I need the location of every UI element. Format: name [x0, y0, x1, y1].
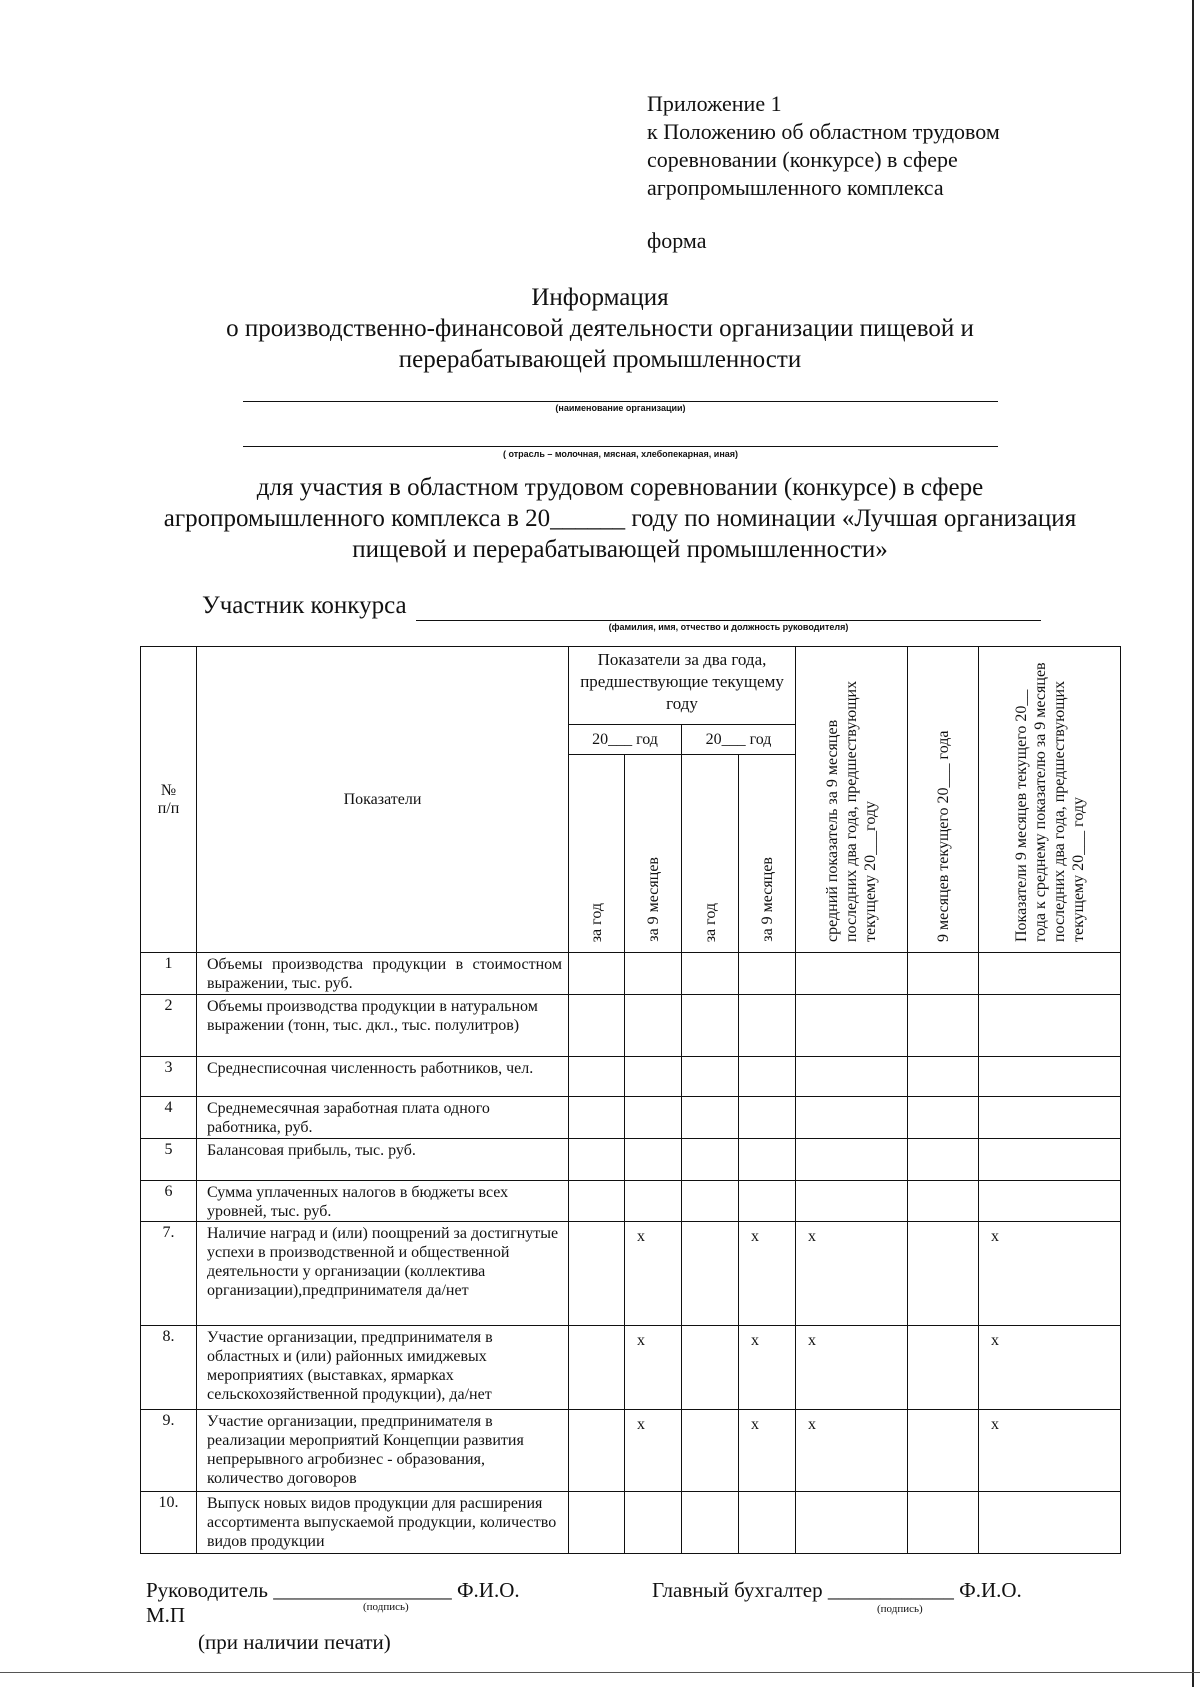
data-cell[interactable]: [908, 953, 979, 995]
data-cell[interactable]: [979, 1057, 1121, 1097]
col-header-two-years: Показатели за два года, предшествующие текущему году: [569, 647, 796, 725]
sub-header-year: за год: [682, 755, 739, 953]
row-number: 5: [141, 1139, 197, 1181]
purpose-line: пищевой и перерабатывающей промышленности»: [352, 536, 888, 563]
x-mark[interactable]: x: [739, 1410, 796, 1492]
data-cell[interactable]: [569, 1410, 625, 1492]
data-cell[interactable]: [682, 1410, 739, 1492]
row-label: Среднесписочная численность работников, чел.: [197, 1057, 569, 1097]
row-number: 1: [141, 953, 197, 995]
head-sign-caption: (подпись): [363, 1601, 409, 1613]
row-label: Выпуск новых видов продукции для расширения ассортимента выпускаемой продукции, количество видов продукции: [197, 1492, 569, 1554]
organization-name-caption: (наименование организации): [555, 403, 686, 413]
participant-caption: (фамилия, имя, отчество и должность руководителя): [608, 622, 849, 632]
data-cell[interactable]: [739, 953, 796, 995]
industry-line[interactable]: [243, 446, 998, 447]
appendix-header: [647, 90, 1000, 202]
data-cell[interactable]: [569, 1222, 625, 1326]
data-cell[interactable]: [908, 1139, 979, 1181]
row-label: Балансовая прибыль, тыс. руб.: [197, 1139, 569, 1181]
row-label: Среднемесячная заработная плата одного работника, руб.: [197, 1097, 569, 1139]
scan-edge: [1192, 0, 1194, 1687]
x-mark[interactable]: x: [625, 1410, 682, 1492]
data-cell[interactable]: [979, 1492, 1121, 1554]
appendix-line: соревновании (конкурсе) в сфере: [647, 147, 958, 172]
sub-header-9m: за 9 месяцев: [739, 755, 796, 953]
row-number: 2: [141, 995, 197, 1057]
table-row: [141, 1222, 1121, 1326]
data-cell[interactable]: [796, 1057, 908, 1097]
data-cell[interactable]: [682, 1057, 739, 1097]
row-label: Объемы производства продукции в стоимостном выражении, тыс. руб.: [197, 953, 569, 995]
industry-caption: ( отрасль – молочная, мясная, хлебопекарная, иная): [502, 449, 739, 459]
table-row: [141, 1181, 1121, 1222]
data-cell[interactable]: [569, 1057, 625, 1097]
row-label: Сумма уплаченных налогов в бюджеты всех уровней, тыс. руб.: [197, 1181, 569, 1222]
x-mark[interactable]: x: [979, 1410, 1121, 1492]
row-label: Участие организации, предпринимателя в реализации мероприятий Концепции развития непрерывного агробизнес - образования, количество договоров: [197, 1410, 569, 1492]
data-cell[interactable]: [796, 1097, 908, 1139]
col-header-9m-current: 9 месяцев текущего 20___ года: [908, 647, 979, 953]
title-line: Информация: [531, 284, 669, 311]
data-cell[interactable]: [625, 1181, 682, 1222]
data-cell[interactable]: [908, 1410, 979, 1492]
data-cell[interactable]: [796, 995, 908, 1057]
year-a-header: 20___ год: [569, 725, 682, 755]
table-row: [141, 995, 1121, 1057]
data-cell[interactable]: [908, 1057, 979, 1097]
row-number: 6: [141, 1181, 197, 1222]
data-cell[interactable]: [682, 953, 739, 995]
data-cell[interactable]: [625, 953, 682, 995]
indicators-table: [140, 646, 1121, 1554]
row-number: 7.: [141, 1222, 197, 1326]
data-cell[interactable]: [569, 1139, 625, 1181]
data-cell[interactable]: [979, 1139, 1121, 1181]
data-cell[interactable]: [796, 953, 908, 995]
table-row: [141, 1410, 1121, 1492]
data-cell[interactable]: [682, 1492, 739, 1554]
title-line: перерабатывающей промышленности: [398, 346, 802, 373]
participant-label: Участник конкурса: [202, 592, 407, 619]
scan-edge-bottom: [0, 1672, 1200, 1673]
data-cell[interactable]: [796, 1139, 908, 1181]
col-header-num: № п/п: [141, 647, 197, 953]
stamp-label: М.П: [146, 1603, 186, 1627]
data-cell[interactable]: [796, 1181, 908, 1222]
x-mark[interactable]: x: [796, 1410, 908, 1492]
table-row: [141, 1057, 1121, 1097]
head-signature-line[interactable]: _________________: [273, 1578, 452, 1602]
x-mark[interactable]: x: [625, 1222, 682, 1326]
purpose-line: для участия в областном трудовом соревновании (конкурсе) в сфере: [256, 474, 984, 501]
stamp-note: (при наличии печати): [198, 1630, 391, 1654]
row-number: 9.: [141, 1410, 197, 1492]
row-number: 4: [141, 1097, 197, 1139]
row-number: 3: [141, 1057, 197, 1097]
data-cell[interactable]: [739, 1057, 796, 1097]
data-cell[interactable]: [682, 1181, 739, 1222]
data-cell[interactable]: [908, 1326, 979, 1410]
data-cell[interactable]: [908, 1492, 979, 1554]
sub-header-9m: за 9 месяцев: [625, 755, 682, 953]
data-cell[interactable]: [739, 1181, 796, 1222]
col-header-ratio: Показатели 9 месяцев текущего 20__ года к среднему показателю за 9 месяцев последних два года, предшествующих текущему 20___ году: [979, 647, 1121, 953]
x-mark[interactable]: x: [739, 1222, 796, 1326]
data-cell[interactable]: [569, 1097, 625, 1139]
accountant-label: Главный бухгалтер: [652, 1578, 823, 1602]
accountant-signature: [652, 1578, 1022, 1603]
appendix-line: Приложение 1: [647, 91, 782, 116]
table-row: [141, 1492, 1121, 1554]
head-signature: [146, 1578, 520, 1603]
data-cell[interactable]: [625, 995, 682, 1057]
data-cell[interactable]: [979, 953, 1121, 995]
row-label: Объемы производства продукции в натуральном выражении (тонн, тыс. дкл., тыс. полулитров): [197, 995, 569, 1057]
data-cell[interactable]: [739, 995, 796, 1057]
x-mark[interactable]: x: [796, 1222, 908, 1326]
x-mark[interactable]: x: [796, 1326, 908, 1410]
x-mark[interactable]: x: [625, 1326, 682, 1410]
data-cell[interactable]: [682, 1097, 739, 1139]
data-cell[interactable]: [625, 1139, 682, 1181]
x-mark[interactable]: x: [979, 1222, 1121, 1326]
appendix-line: к Положению об областном трудовом: [647, 119, 1000, 144]
data-cell[interactable]: [739, 1139, 796, 1181]
data-cell[interactable]: [625, 1097, 682, 1139]
data-cell[interactable]: [908, 1222, 979, 1326]
col-header-indicators: Показатели: [197, 647, 569, 953]
organization-name-line[interactable]: [243, 401, 998, 402]
data-cell[interactable]: [739, 1097, 796, 1139]
purpose-line: агропромышленного комплекса в 20______ году по номинации «Лучшая организация: [163, 505, 1077, 532]
data-cell[interactable]: [979, 995, 1121, 1057]
data-cell[interactable]: [682, 1326, 739, 1410]
row-number: 10.: [141, 1492, 197, 1554]
data-cell[interactable]: [682, 995, 739, 1057]
data-cell[interactable]: [569, 1492, 625, 1554]
table-row: [141, 953, 1121, 995]
head-fio: Ф.И.О.: [456, 1578, 520, 1602]
participant-line[interactable]: [416, 620, 1041, 621]
table-row: [141, 1139, 1121, 1181]
data-cell[interactable]: [569, 995, 625, 1057]
data-cell[interactable]: [739, 1492, 796, 1554]
form-label: форма: [647, 228, 707, 253]
row-label: Участие организации, предпринимателя в областных и (или) районных имиджевых мероприятиях (выставках, ярмарках сельскохозяйственной продукции), да/нет: [197, 1326, 569, 1410]
data-cell[interactable]: [569, 1326, 625, 1410]
data-cell[interactable]: [625, 1057, 682, 1097]
head-label: Руководитель: [146, 1578, 268, 1602]
data-cell[interactable]: [796, 1492, 908, 1554]
data-cell[interactable]: [979, 1181, 1121, 1222]
accountant-signature-line[interactable]: ____________: [827, 1578, 954, 1602]
year-b-header: 20___ год: [682, 725, 796, 755]
accountant-fio: Ф.И.О.: [959, 1578, 1022, 1602]
data-cell[interactable]: [908, 1097, 979, 1139]
row-label: Наличие наград и (или) поощрений за достигнутые успехи в производственной и общественной деятельности у организации (коллектива организации),предпринимателя да/нет: [197, 1222, 569, 1326]
appendix-line: агропромышленного комплекса: [647, 175, 944, 200]
data-cell[interactable]: [908, 1181, 979, 1222]
x-mark[interactable]: x: [979, 1326, 1121, 1410]
data-cell[interactable]: [569, 953, 625, 995]
accountant-sign-caption: (подпись): [877, 1603, 923, 1615]
document-title: [0, 282, 1200, 375]
data-cell[interactable]: [569, 1181, 625, 1222]
data-cell[interactable]: [625, 1492, 682, 1554]
x-mark[interactable]: x: [739, 1326, 796, 1410]
data-cell[interactable]: [682, 1222, 739, 1326]
title-line: о производственно-финансовой деятельности организации пищевой и: [226, 315, 974, 342]
data-cell[interactable]: [682, 1139, 739, 1181]
sub-header-year: за год: [569, 755, 625, 953]
data-cell[interactable]: [979, 1097, 1121, 1139]
purpose-text: [0, 472, 1200, 565]
table-row: [141, 1097, 1121, 1139]
table-row: [141, 1326, 1121, 1410]
data-cell[interactable]: [908, 995, 979, 1057]
col-header-average: средний показатель за 9 месяцев последних два года, предшествующих текущему 20___году: [796, 647, 908, 953]
row-number: 8.: [141, 1326, 197, 1410]
